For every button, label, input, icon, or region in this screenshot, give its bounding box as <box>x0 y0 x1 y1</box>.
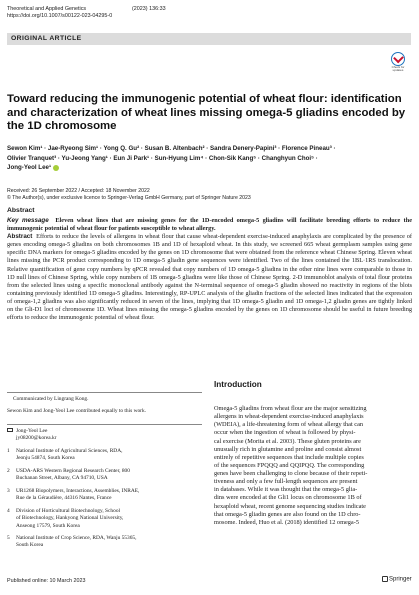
abstract-label: Abstract <box>7 233 33 241</box>
communicated-by: Communicated by Lingrang Kong. <box>13 396 89 402</box>
abstract-heading: Abstract <box>7 207 35 214</box>
email-icon <box>7 428 13 432</box>
affiliation-number: 3 <box>7 488 10 494</box>
affiliation-number: 5 <box>7 535 10 541</box>
key-message-label: Key message <box>7 217 49 224</box>
affiliation-3 <box>7 488 202 503</box>
intro-line: dins were encoded at the Gli1 locus on chromosome 1B of <box>214 494 362 502</box>
corresponding-name: Jong-Yeol Lee <box>16 428 48 434</box>
equal-contribution: Sewon Kim and Jong-Yeol Lee contributed equally to this work. <box>7 408 146 414</box>
publisher-logo[interactable] <box>382 576 412 583</box>
article-type-bar <box>7 33 411 45</box>
author-list <box>7 144 412 173</box>
key-message-text: Eleven wheat lines that are missing genes for the 1D-encoded omega-5 gliadins will facilitate breeding efforts to reduce the immunogenic potential of wheat flour for patients susceptible to wheat allergy. <box>7 217 412 233</box>
check-for-updates-badge[interactable] <box>389 52 407 72</box>
article-dates <box>7 188 251 201</box>
affiliation-number: 4 <box>7 508 10 514</box>
journal-header <box>7 6 166 19</box>
check-updates-label: Check for updates <box>391 65 405 73</box>
intro-line: mosome. Indeed, Huo et al. (2018) identified 12 omega-5 <box>214 518 359 526</box>
publisher-name: Springer <box>389 576 412 583</box>
affiliation-line: National Institute of Agricultural Sciences, RDA, <box>16 448 123 454</box>
corresponding-author <box>7 428 202 443</box>
authors-line-2: Olivier Tranquet³ · Yu-Jeong Yang¹ · Eun Ji Park¹ · Sun-Hyung Lim⁴ · Chon-Sik Kang⁵ · Changhyun Choi⁵ · <box>7 154 318 162</box>
footnotes <box>7 396 202 415</box>
intro-line: genes have been challenging to clone because of their repeti- <box>214 470 368 477</box>
journal-name: Theoretical and Applied Genetics <box>7 6 87 12</box>
intro-line: (WDEIA), a life-threatening form of wheat allergy that can <box>214 421 364 429</box>
copyright-notice: © The Author(s), under exclusive licence to Springer-Verlag GmbH Germany, part of Springer Nature 2023 <box>7 194 251 201</box>
doi-link[interactable]: https://doi.org/10.1007/s00122-023-04295-0 <box>7 12 113 19</box>
intro-line: entirely of repetitive sequences that include multiple copies <box>214 453 364 461</box>
affiliation-4 <box>7 508 202 530</box>
intro-line: cal exercise (Morita et al. 2003). These gluten proteins are <box>214 437 361 445</box>
intro-line: of the sequences FPQQQ and QQIPQQ. The corresponding <box>214 461 365 469</box>
affiliation-line: National Institute of Crop Science, RDA, Wanju 55365, <box>16 535 137 541</box>
author-last: Jong-Yeol Lee¹ <box>7 164 52 172</box>
journal-volume: (2023) 136:33 <box>132 6 166 12</box>
affiliation-line: Anseong 17579, South Korea <box>16 522 80 529</box>
authors-line-1: Sewon Kim¹ · Jae-Ryeong Sim¹ · Yong Q. Gu² · Susan B. Altenbach² · Sandra Denery-Papini³ · Florence Pineau³ · <box>7 145 336 152</box>
orcid-icon[interactable] <box>53 165 59 171</box>
affiliation-number: 2 <box>7 468 10 474</box>
affiliation-line: USDA-ARS Western Regional Research Center, 800 <box>16 468 130 474</box>
article-title: Toward reducing the immunogenic potential of wheat flour: identification and characterization of wheat lines missing omega-5 gliadins encoded by the 1D chromosome <box>7 93 406 133</box>
affiliation-number: 1 <box>7 448 10 454</box>
affiliation-1 <box>7 448 202 463</box>
intro-line: allergens in wheat-dependent exercise-induced anaphylaxis <box>214 413 364 421</box>
affiliation-line: South Korea <box>16 542 44 549</box>
affiliation-line: Division of Horticultural Biotechnology, School <box>16 508 121 514</box>
affiliation-line: Rue de la Géraudière, 44316 Nantes, France <box>16 495 112 502</box>
abstract-body <box>7 217 412 322</box>
introduction-heading: Introduction <box>214 380 262 389</box>
intro-line: tiveness and only a few full-length sequences are present <box>214 478 358 486</box>
affiliation-line: Jeonju 54874, South Korea <box>16 455 75 462</box>
check-updates-icon <box>391 52 405 66</box>
footnote-rule-top <box>7 392 202 393</box>
affiliation-line: Buchanan Street, Albany, CA 94710, USA <box>16 475 108 482</box>
affiliation-2 <box>7 468 202 483</box>
corresponding-email[interactable]: jy08200@korea.kr <box>16 435 57 442</box>
intro-line: unusually rich in glutamine and proline and consist almost <box>214 445 362 453</box>
intro-line: in databases. While it was thought that the omega-5 glia- <box>214 486 358 494</box>
abstract-paragraph <box>7 233 412 322</box>
springer-horse-icon <box>382 576 388 582</box>
intro-line: Omega-5 gliadins from wheat flour are the major sensitizing <box>214 405 367 412</box>
footnote-rule-bottom <box>7 424 202 425</box>
affiliation-5 <box>7 535 202 550</box>
intro-line: hexaploid wheat, recent genome sequencing studies indicate <box>214 502 366 510</box>
affiliation-line: UR1268 Biopolymers, Interactions, Assemblies, INRAE, <box>16 488 140 494</box>
authors-line-3 <box>7 163 412 173</box>
abstract-text: Efforts to reduce the levels of allergens in wheat flour that cause wheat-dependent exercise-induced anaphylaxis are complicated by the presence of genes encoding omega-5 gliadins on both chromosomes 1B and 1D of hexaploid wheat. In this study, we screened 665 wheat germplasm samples using gene specific DNA markers for omega-5 gliadins encoded by the genes on 1D chromosome that were obtained from the reference wheat Chinese Spring. Eleven wheat lines missing the PCR product corresponding to 1D omega-5 gliadin gene sequences were identified. Two of the lines contained the 1BL·1RS translocation. Relative quantification of gene copy numbers by qPCR revealed that copy numbers of 1D omega-5 gliadins in the other nine lines were comparable to those in 1D null lines of Chinese Spring, while copy numbers of 1B omega-5 gliadins were like those of Chinese Spring. 2-D immunoblot analysis of total flour proteins from the selected lines using a specific monoclonal antibody against the N-terminal sequence of omega-5 gliadin showed no reactivity in regions of the blots containing previously identified 1D omega-5 gliadins. Interestingly, RP-UPLC analysis of the gliadin fractions of the selected lines indicated that the expression of omega-1,2 gliadins was also significantly reduced in seven of the lines, implying that 1D omega-5 gliadin and 1D omega-1,2 gliadin genes are tightly linked on the Gli-D1 loci of chromosome 1D. Wheat lines missing the omega-5 gliadins encoded by the genes on 1D chromosome should be useful in future breeding efforts to reduce the immunogenic potential of wheat flour. <box>7 233 413 322</box>
published-online: Published online: 10 March 2023 <box>7 578 86 584</box>
affiliation-line: of Biotechnology, Hankyong National University, <box>16 515 124 522</box>
key-message <box>7 217 412 233</box>
intro-line: that omega-5 gliadin genes are also found on the 1D chro- <box>214 510 361 518</box>
intro-line: occur when the ingestion of wheat is followed by physi- <box>214 429 356 437</box>
introduction-body <box>214 405 412 527</box>
received-accepted: Received: 26 September 2022 / Accepted: 18 November 2022 <box>7 188 150 194</box>
article-type-label: ORIGINAL ARTICLE <box>11 35 82 42</box>
